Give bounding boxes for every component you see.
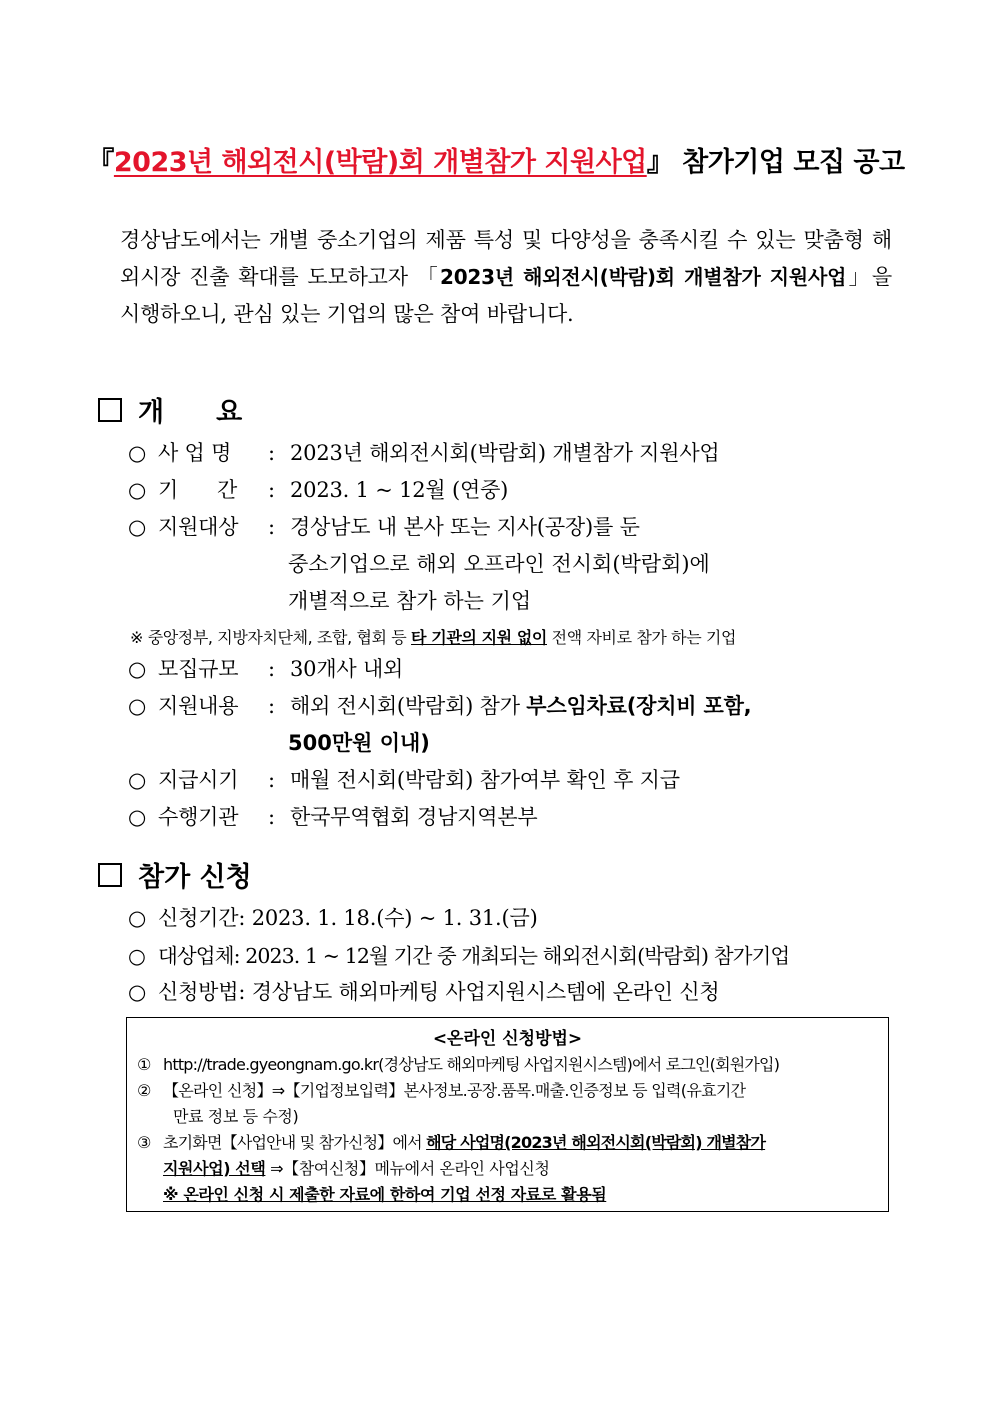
item-value: 2023년 해외전시회(박람회) 개별참가 지원사업 bbox=[290, 441, 720, 465]
online-step-2-cont: 만료 정보 등 수정) bbox=[173, 1107, 299, 1126]
bullet-circle-icon: ○ bbox=[128, 980, 147, 1004]
item-value: 30개사 내외 bbox=[290, 657, 404, 681]
bullet-circle-icon: ○ bbox=[128, 478, 147, 502]
online-step-3: ③ 초기화면【사업안내 및 참가신청】에서 해당 사업명(2023년 해외전시회(박람회) 개별참가 bbox=[137, 1133, 766, 1152]
online-step-1: ① http://trade.gyeongnam.go.kr(경상남도 해외마케팅 사업지원시스템)에서 로그인(회원가입) bbox=[137, 1055, 780, 1074]
bullet-circle-icon: ○ bbox=[128, 906, 147, 930]
target-line-3: 개별적으로 참가 하는 기업 bbox=[288, 589, 532, 613]
section-overview-char2: 요 bbox=[216, 397, 243, 428]
bullet-circle-icon: ○ bbox=[128, 515, 147, 539]
section-application-heading: 참가 신청 bbox=[98, 855, 252, 894]
title-close-bracket: 』 bbox=[646, 147, 674, 178]
item-value: 매월 전시회(박람회) 참가여부 확인 후 지급 bbox=[290, 768, 680, 792]
bullet-circle-icon: ○ bbox=[128, 657, 147, 681]
item-label: 지원대상 bbox=[158, 515, 239, 539]
overview-item-agency: ○ 수행기관 : 한국무역협회 경남지역본부 bbox=[128, 801, 538, 831]
item-label: 사 업 명 bbox=[158, 441, 232, 465]
item-value: 해외 전시회(박람회) 참가 bbox=[290, 694, 527, 718]
item-label: 지급시기 bbox=[158, 768, 239, 792]
title-open-bracket: 『 bbox=[87, 147, 114, 178]
target-line-2: 중소기업으로 해외 오프라인 전시회(박람회)에 bbox=[288, 552, 710, 576]
online-step-3-cont: 지원사업) 선택 ⇒【참여신청】메뉴에서 온라인 사업신청 bbox=[163, 1159, 550, 1178]
item-label: 기 간 bbox=[158, 478, 238, 502]
bullet-circle-icon: ○ bbox=[128, 944, 145, 968]
bullet-circle-icon: ○ bbox=[128, 805, 147, 829]
title-highlight: 2023년 해외전시(박람)회 개별참가 지원사업 bbox=[113, 147, 647, 178]
item-value-bold: 부스임차료(장치비 포함, bbox=[526, 694, 752, 718]
application-method: ○ 신청방법: 경상남도 해외마케팅 사업지원시스템에 온라인 신청 bbox=[128, 980, 720, 1004]
intro-bold: 2023년 해외전시(박람)회 개별참가 지원사업 bbox=[439, 265, 847, 289]
section-overview-char1: 개 bbox=[138, 397, 165, 428]
online-notice: ※ 온라인 신청 시 제출한 자료에 한하여 기업 선정 자료로 활용됨 bbox=[163, 1185, 607, 1204]
application-period: ○ 신청기간: 2023. 1. 18.(수) ~ 1. 31.(금) bbox=[128, 906, 538, 930]
item-value: 2023. 1 ~ 12월 (연중) bbox=[290, 478, 509, 502]
bullet-circle-icon: ○ bbox=[128, 768, 147, 792]
checkbox-square-icon bbox=[98, 398, 122, 422]
bullet-circle-icon: ○ bbox=[128, 694, 147, 718]
item-label: 수행기관 bbox=[158, 805, 239, 829]
bullet-circle-icon: ○ bbox=[128, 441, 147, 465]
item-label: 지원내용 bbox=[158, 694, 239, 718]
section-overview-heading bbox=[98, 390, 242, 429]
checkbox-square-icon bbox=[98, 863, 122, 887]
online-step-2: ② 【온라인 신청】⇒【기업정보입력】본사정보.공장.품목.매출.인증정보 등 입력(유효기간 bbox=[137, 1081, 746, 1100]
overview-item-name: ○ 사 업 명 : 2023년 해외전시회(박람회) 개별참가 지원사업 bbox=[128, 437, 720, 467]
page-title bbox=[0, 140, 992, 179]
overview-item-period: ○ 기 간 : 2023. 1 ~ 12월 (연중) bbox=[128, 474, 508, 504]
item-value: 경상남도 내 본사 또는 지사(공장)를 둔 bbox=[290, 515, 640, 539]
overview-item-target: ○ 지원대상 : 경상남도 내 본사 또는 지사(공장)를 둔 bbox=[128, 511, 640, 541]
overview-item-scale: ○ 모집규모 : 30개사 내외 bbox=[128, 653, 403, 683]
note-bold: 타 기관의 지원 없이 bbox=[411, 628, 547, 647]
online-application-box bbox=[126, 1017, 889, 1212]
application-target: ○ 대상업체: 2023. 1 ~ 12월 기간 중 개최되는 해외전시회(박람회) 참가기업 bbox=[128, 944, 790, 968]
online-box-heading: <온라인 신청방법> bbox=[432, 1029, 583, 1049]
overview-item-support: ○ 지원내용 : 해외 전시회(박람회) 참가 부스임차료(장치비 포함, bbox=[128, 690, 751, 720]
item-label: 모집규모 bbox=[158, 657, 239, 681]
intro-text-1: 경상남도에서는 개별 중소기업의 제품 특성 및 다양성을 충족시킬 수 있는 맞춤형 해외시장 진출 확대를 도모하고자 「 bbox=[120, 228, 892, 289]
intro-paragraph bbox=[120, 222, 892, 333]
title-rest: 참가기업 모집 공고 bbox=[673, 147, 905, 178]
item-value: 한국무역협회 경남지역본부 bbox=[290, 805, 538, 829]
target-note: ※ 중앙정부, 지방자치단체, 조합, 협회 등 타 기관의 지원 없이 전액 자비로 참가 하는 기업 bbox=[130, 628, 737, 647]
support-line-2: 500만원 이내) bbox=[288, 731, 430, 755]
overview-item-payment: ○ 지급시기 : 매월 전시회(박람회) 참가여부 확인 후 지급 bbox=[128, 764, 680, 794]
intro-text-2: 」을 시행하오니, 관심 있는 기업의 많은 참여 바랍니다. bbox=[120, 265, 892, 326]
